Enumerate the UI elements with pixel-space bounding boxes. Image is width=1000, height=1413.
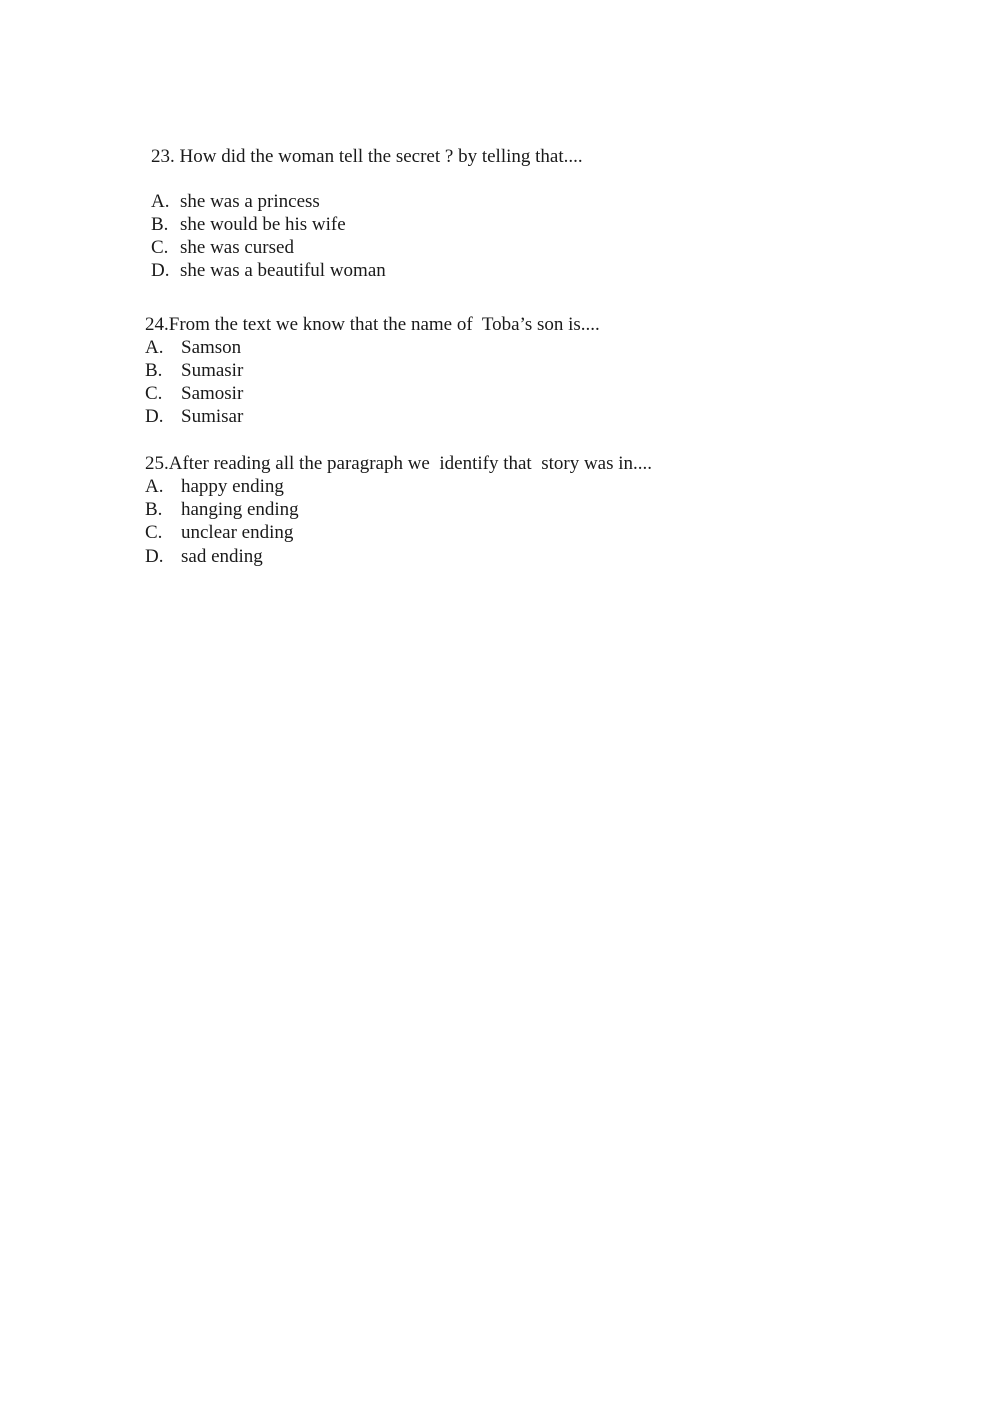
option-letter: B. [145, 499, 163, 520]
question-25-option-b [145, 498, 445, 521]
question-23-option-b [151, 213, 451, 236]
option-text: she was a princess [180, 191, 320, 212]
option-letter: D. [145, 546, 164, 567]
question-23-option-c [151, 236, 451, 259]
question-24-option-b [145, 359, 445, 382]
option-text: Sumisar [181, 406, 244, 427]
question-24-option-d [145, 405, 445, 428]
question-25-option-c [145, 521, 445, 544]
option-letter: B. [151, 214, 169, 235]
option-text: she was cursed [180, 237, 294, 258]
question-24-option-a [145, 336, 445, 359]
option-letter: A. [151, 191, 170, 212]
option-text: happy ending [181, 476, 284, 497]
question-24-stem: 24.From the text we know that the name of Toba’s son is.... [145, 314, 600, 335]
option-text: hanging ending [181, 499, 299, 520]
option-text: she would be his wife [180, 214, 346, 235]
option-letter: C. [145, 383, 163, 404]
option-letter: A. [145, 337, 164, 358]
option-letter: C. [151, 237, 169, 258]
option-text: Samson [181, 337, 242, 358]
option-text: unclear ending [181, 522, 294, 543]
question-23-option-d [151, 259, 451, 282]
option-letter: D. [145, 406, 164, 427]
option-text: she was a beautiful woman [180, 260, 386, 281]
option-text: Samosir [181, 383, 244, 404]
question-25-option-d [145, 545, 445, 568]
option-letter: A. [145, 476, 164, 497]
question-25-stem: 25.After reading all the paragraph we identify that story was in.... [145, 453, 653, 474]
option-letter: D. [151, 260, 170, 281]
question-23-stem: 23. How did the woman tell the secret ? by telling that.... [151, 146, 583, 167]
option-text: sad ending [181, 546, 263, 567]
option-text: Sumasir [181, 360, 244, 381]
question-24-option-c [145, 382, 445, 405]
question-25-option-a [145, 475, 445, 498]
question-23-option-a [151, 190, 451, 213]
option-letter: B. [145, 360, 163, 381]
option-letter: C. [145, 522, 163, 543]
